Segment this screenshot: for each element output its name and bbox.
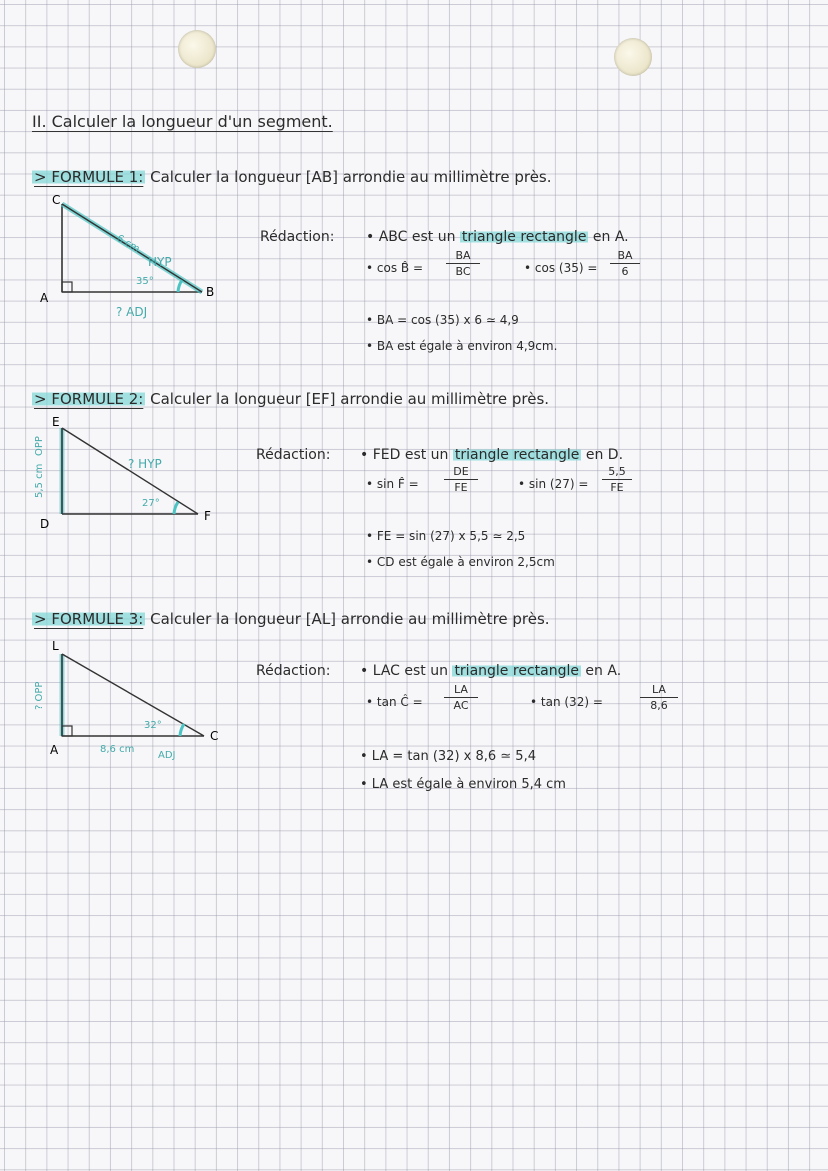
formule-2-formula-fraction: $\frac{DE}{FE}$ [444, 466, 478, 494]
label-side-length: 5,5 cm [34, 463, 45, 498]
label-opp: ? OPP [34, 681, 45, 710]
formule-2-task: Calculer la longueur [EF] arrondie au millimètre près. [150, 390, 550, 408]
label-l: L [52, 639, 59, 653]
angle-f-arc [174, 502, 178, 514]
formule-3-task: Calculer la longueur [AL] arrondie au millimètre près. [150, 610, 550, 628]
label-b: B [206, 285, 215, 299]
formule-1-app-fraction: $\frac{BA}{6}$ [610, 250, 640, 278]
section-title: II. Calculer la longueur d'un segment. [32, 112, 333, 131]
side-ef [62, 428, 198, 514]
angle-b-arc [178, 280, 182, 292]
formule-3-app-prefix: • tan (32) = [530, 695, 603, 709]
label-d: D [40, 517, 50, 531]
label-opp: OPP [34, 436, 45, 456]
formule-2-app-prefix: • sin (27) = [518, 477, 589, 491]
formule-1-line1: • ABC est un triangle rectangle en A. [366, 229, 629, 245]
label-e: E [52, 415, 60, 429]
formule-3-formula-fraction: $\frac{LA}{AC}$ [444, 684, 478, 712]
label-hyp-length: 6 cm [114, 233, 142, 255]
label-base-length: 8,6 cm [100, 744, 135, 755]
triangle-fed-diagram [28, 412, 228, 542]
redaction-label-3: Rédaction: [256, 663, 331, 679]
angle-c-arc [180, 724, 184, 736]
formule-1-task: Calculer la longueur [AB] arrondie au millimètre près. [150, 168, 552, 186]
triangle-abc-diagram [30, 192, 230, 332]
formule-3-conclusion: • LA est égale à environ 5,4 cm [360, 777, 566, 792]
label-hyp: HYP [148, 255, 172, 269]
label-c: C [210, 729, 219, 743]
formule-3-heading: > FORMULE 3: [34, 610, 144, 628]
label-f: F [204, 509, 211, 523]
redaction-label-1: Rédaction: [260, 229, 335, 245]
formule-3-calc: • LA = tan (32) x 8,6 ≃ 5,4 [360, 749, 536, 764]
formule-1-formula-fraction: $\frac{BA}{BC}$ [446, 250, 480, 278]
label-angle: 35° [136, 276, 154, 287]
formule-2-conclusion: • CD est égale à environ 2,5cm [366, 555, 555, 569]
formule-2-heading: > FORMULE 2: [34, 390, 144, 408]
formule-3-line1: • LAC est un triangle rectangle en A. [360, 663, 622, 679]
formule-1-formula-prefix: • cos B̂ = [366, 261, 423, 275]
formule-3-app-fraction: $\frac{LA}{8,6}$ [640, 684, 678, 712]
punch-hole-right [614, 38, 652, 76]
label-adj: ADJ [158, 750, 176, 761]
formule-2-calc: • FE = sin (27) x 5,5 ≃ 2,5 [366, 529, 526, 543]
label-angle: 32° [144, 720, 162, 731]
label-c: C [52, 193, 61, 207]
label-a: A [50, 743, 59, 757]
formule-2-formula-prefix: • sin F̂ = [366, 477, 419, 491]
formule-1-calc: • BA = cos (35) x 6 ≃ 4,9 [366, 313, 519, 327]
formule-3-formula-prefix: • tan Ĉ = [366, 695, 423, 709]
right-angle-mark [62, 282, 72, 292]
label-angle: 27° [142, 498, 160, 509]
punch-hole-left [178, 30, 216, 68]
formule-2-app-fraction: $\frac{5,5}{FE}$ [602, 466, 632, 494]
formule-1-app-prefix: • cos (35) = [524, 261, 598, 275]
triangle-lac-diagram [28, 634, 238, 774]
formule-1-heading: > FORMULE 1: [34, 168, 144, 186]
label-hyp: ? HYP [128, 457, 162, 471]
redaction-label-2: Rédaction: [256, 447, 331, 463]
label-a: A [40, 291, 49, 305]
formule-2-line1: • FED est un triangle rectangle en D. [360, 447, 624, 463]
formule-1-conclusion: • BA est égale à environ 4,9cm. [366, 339, 558, 353]
label-adj: ? ADJ [116, 305, 148, 319]
